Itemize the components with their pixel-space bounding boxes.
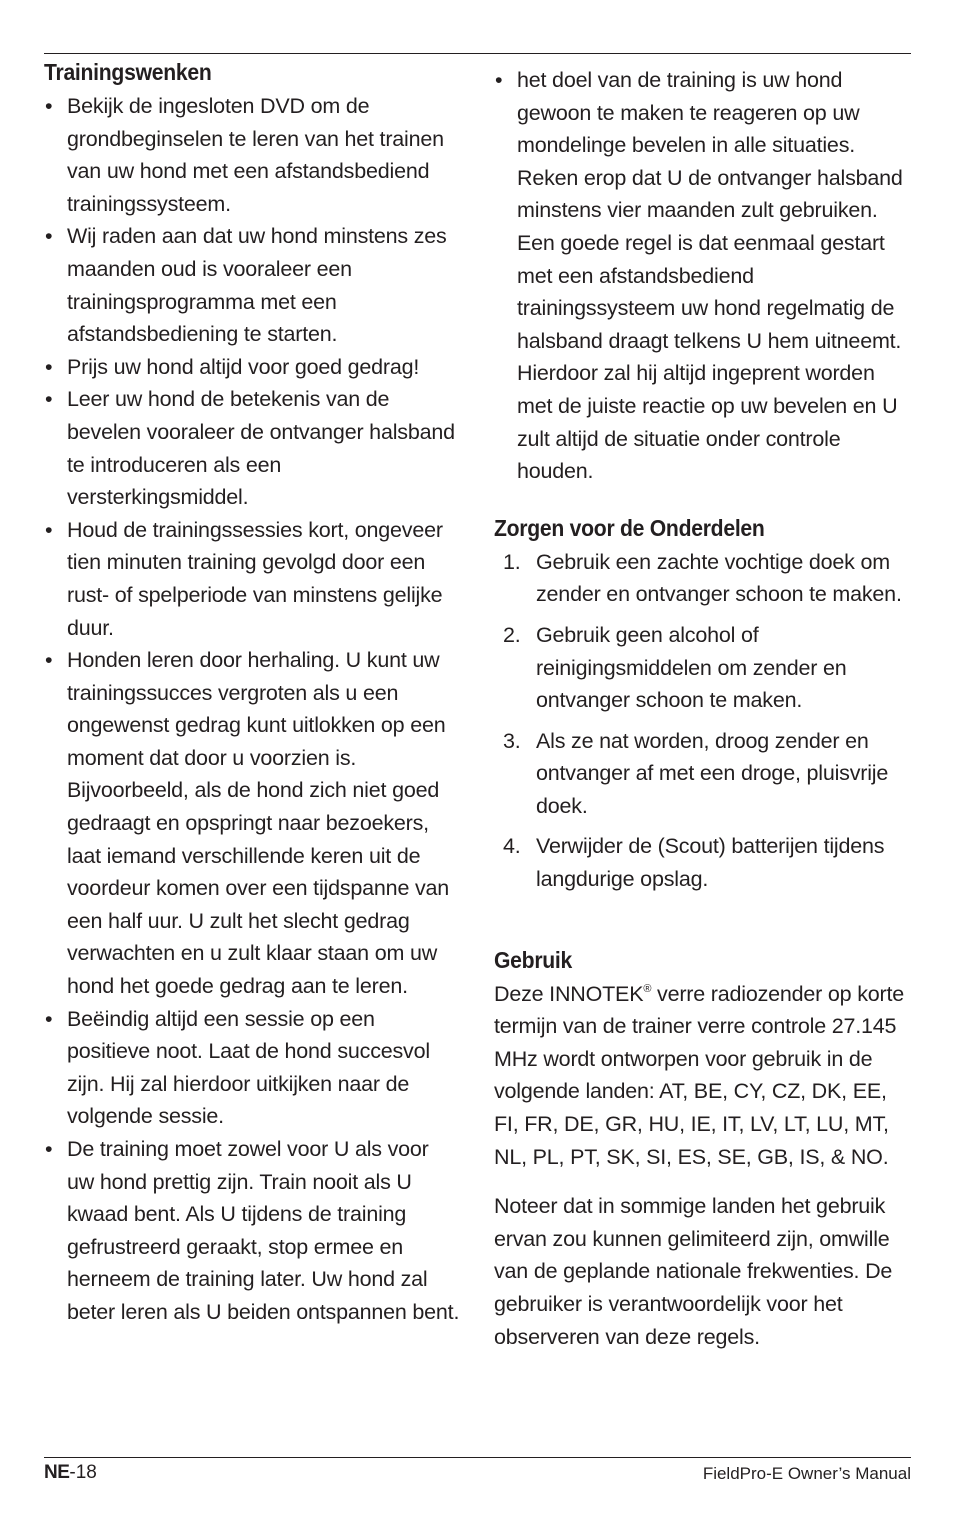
step-number: 1. <box>503 549 521 574</box>
list-item <box>494 830 912 895</box>
list-item <box>494 546 912 611</box>
usage-text-start: Deze INNOTEK <box>494 981 644 1006</box>
usage-note-paragraph: Noteer dat in sommige landen het gebruik ervan zou kunnen gelimiteerd zijn, omwille van de geplande nationale frekwenties. De gebruiker is verantwoordelijk voor het observeren van deze regels. <box>494 1194 893 1349</box>
list-item <box>494 725 912 823</box>
step-text: Gebruik geen alcohol of reinigingsmiddelen om zender en ontvanger schoon te maken. <box>536 622 847 713</box>
list-item: • het doel van de training is uw hond gewoon te maken te reageren op uw mondelinge bevelen in alle situaties. Reken erop dat U de ontvanger halsband minstens vier maanden zult gebruiken. Een goede regel is dat eenmaal gestart met een afstandsbediend trainingssysteem uw hond regelmatig de halsband draagt telkens U hem uitneemt. Hierdoor zal hij altijd ingeprent worden met de juiste reactie op uw bevelen en U zult altijd de situatie onder controle houden. <box>494 64 912 488</box>
right-column <box>494 58 912 1353</box>
list-item: • De training moet zowel voor U als voor uw hond prettig zijn. Train nooit als U kwaad bent. Als U tijdens de training gefrustreerd geraakt, stop ermee en herneem de training later. Uw hond zal beter leren als U beiden ontspannen bent. <box>44 1133 460 1329</box>
registered-mark: ® <box>643 982 652 995</box>
page-label <box>44 1462 97 1484</box>
left-column <box>44 58 460 1329</box>
language-code: NE <box>44 1462 70 1483</box>
step-number: 4. <box>503 834 521 859</box>
training-tips-list-continued <box>494 64 912 488</box>
care-steps-list <box>494 546 912 896</box>
list-item: • Beëindig altijd een sessie op een positieve noot. Laat de hond succesvol zijn. Hij zal hierdoor uitkijken naar de volgende sessie. <box>44 1003 460 1133</box>
list-item <box>494 619 912 717</box>
step-number: 3. <box>503 728 521 753</box>
usage-heading: Gebruik <box>494 946 573 973</box>
list-item: • Bekijk de ingesloten DVD om de grondbeginselen te leren van het trainen van uw hond met een afstandsbediend trainingssysteem. <box>44 90 460 220</box>
manual-title: FieldPro-E Owner’s Manual <box>702 1464 911 1483</box>
page-number: -18 <box>69 1462 97 1483</box>
training-tips-heading: Trainingswenken <box>44 59 212 85</box>
list-item: • Houd de trainingssessies kort, ongeveer tien minuten training gevolgd door een rust- of spelperiode van minstens gelijke duur. <box>44 514 460 644</box>
training-tips-list <box>44 90 460 1329</box>
top-rule <box>44 53 911 54</box>
step-number: 2. <box>503 622 521 647</box>
usage-text-rest: verre radiozender op korte termijn van de trainer verre controle 27.145 MHz wordt ontworpen voor gebruik in de volgende landen: AT, BE, CY, CZ, DK, EE, FI, FR, DE, GR, HU, IE, IT, LV, LT, LU, MT, NL, PL, PT, SK, SI, ES, SE, GB, IS, & NO. <box>494 981 904 1169</box>
usage-paragraph <box>494 978 912 1174</box>
list-item: • Prijs uw hond altijd voor goed gedrag! <box>44 351 460 384</box>
list-item: • Honden leren door herhaling. U kunt uw trainingssucces vergroten als u een ongewenst gedrag kunt uitlokken op een moment dat door u voorzien is. Bijvoorbeeld, als de hond zich niet goed gedraagt en opspringt naar bezoekers, laat iemand verschillende keren uit de voordeur komen over een tijdspanne van een half uur. U zult het slecht gedrag verwachten en u zult klaar staan om uw hond het goede gedrag aan te leren. <box>44 644 460 1003</box>
step-text: Verwijder de (Scout) batterijen tijdens langdurige opslag. <box>536 834 885 892</box>
step-text: Gebruik een zachte vochtige doek om zender en ontvanger schoon te maken. <box>536 549 902 607</box>
bottom-rule <box>44 1457 911 1458</box>
list-item: • Leer uw hond de betekenis van de bevelen vooraleer de ontvanger halsband te introduceren als een versterkingsmiddel. <box>44 383 460 513</box>
care-heading: Zorgen voor de Onderdelen <box>494 514 765 541</box>
step-text: Als ze nat worden, droog zender en ontvanger af met een droge, pluisvrije doek. <box>536 728 889 818</box>
list-item: • Wij raden aan dat uw hond minstens zes maanden oud is vooraleer een trainingsprogramma met een afstandsbediening te starten. <box>44 220 460 350</box>
